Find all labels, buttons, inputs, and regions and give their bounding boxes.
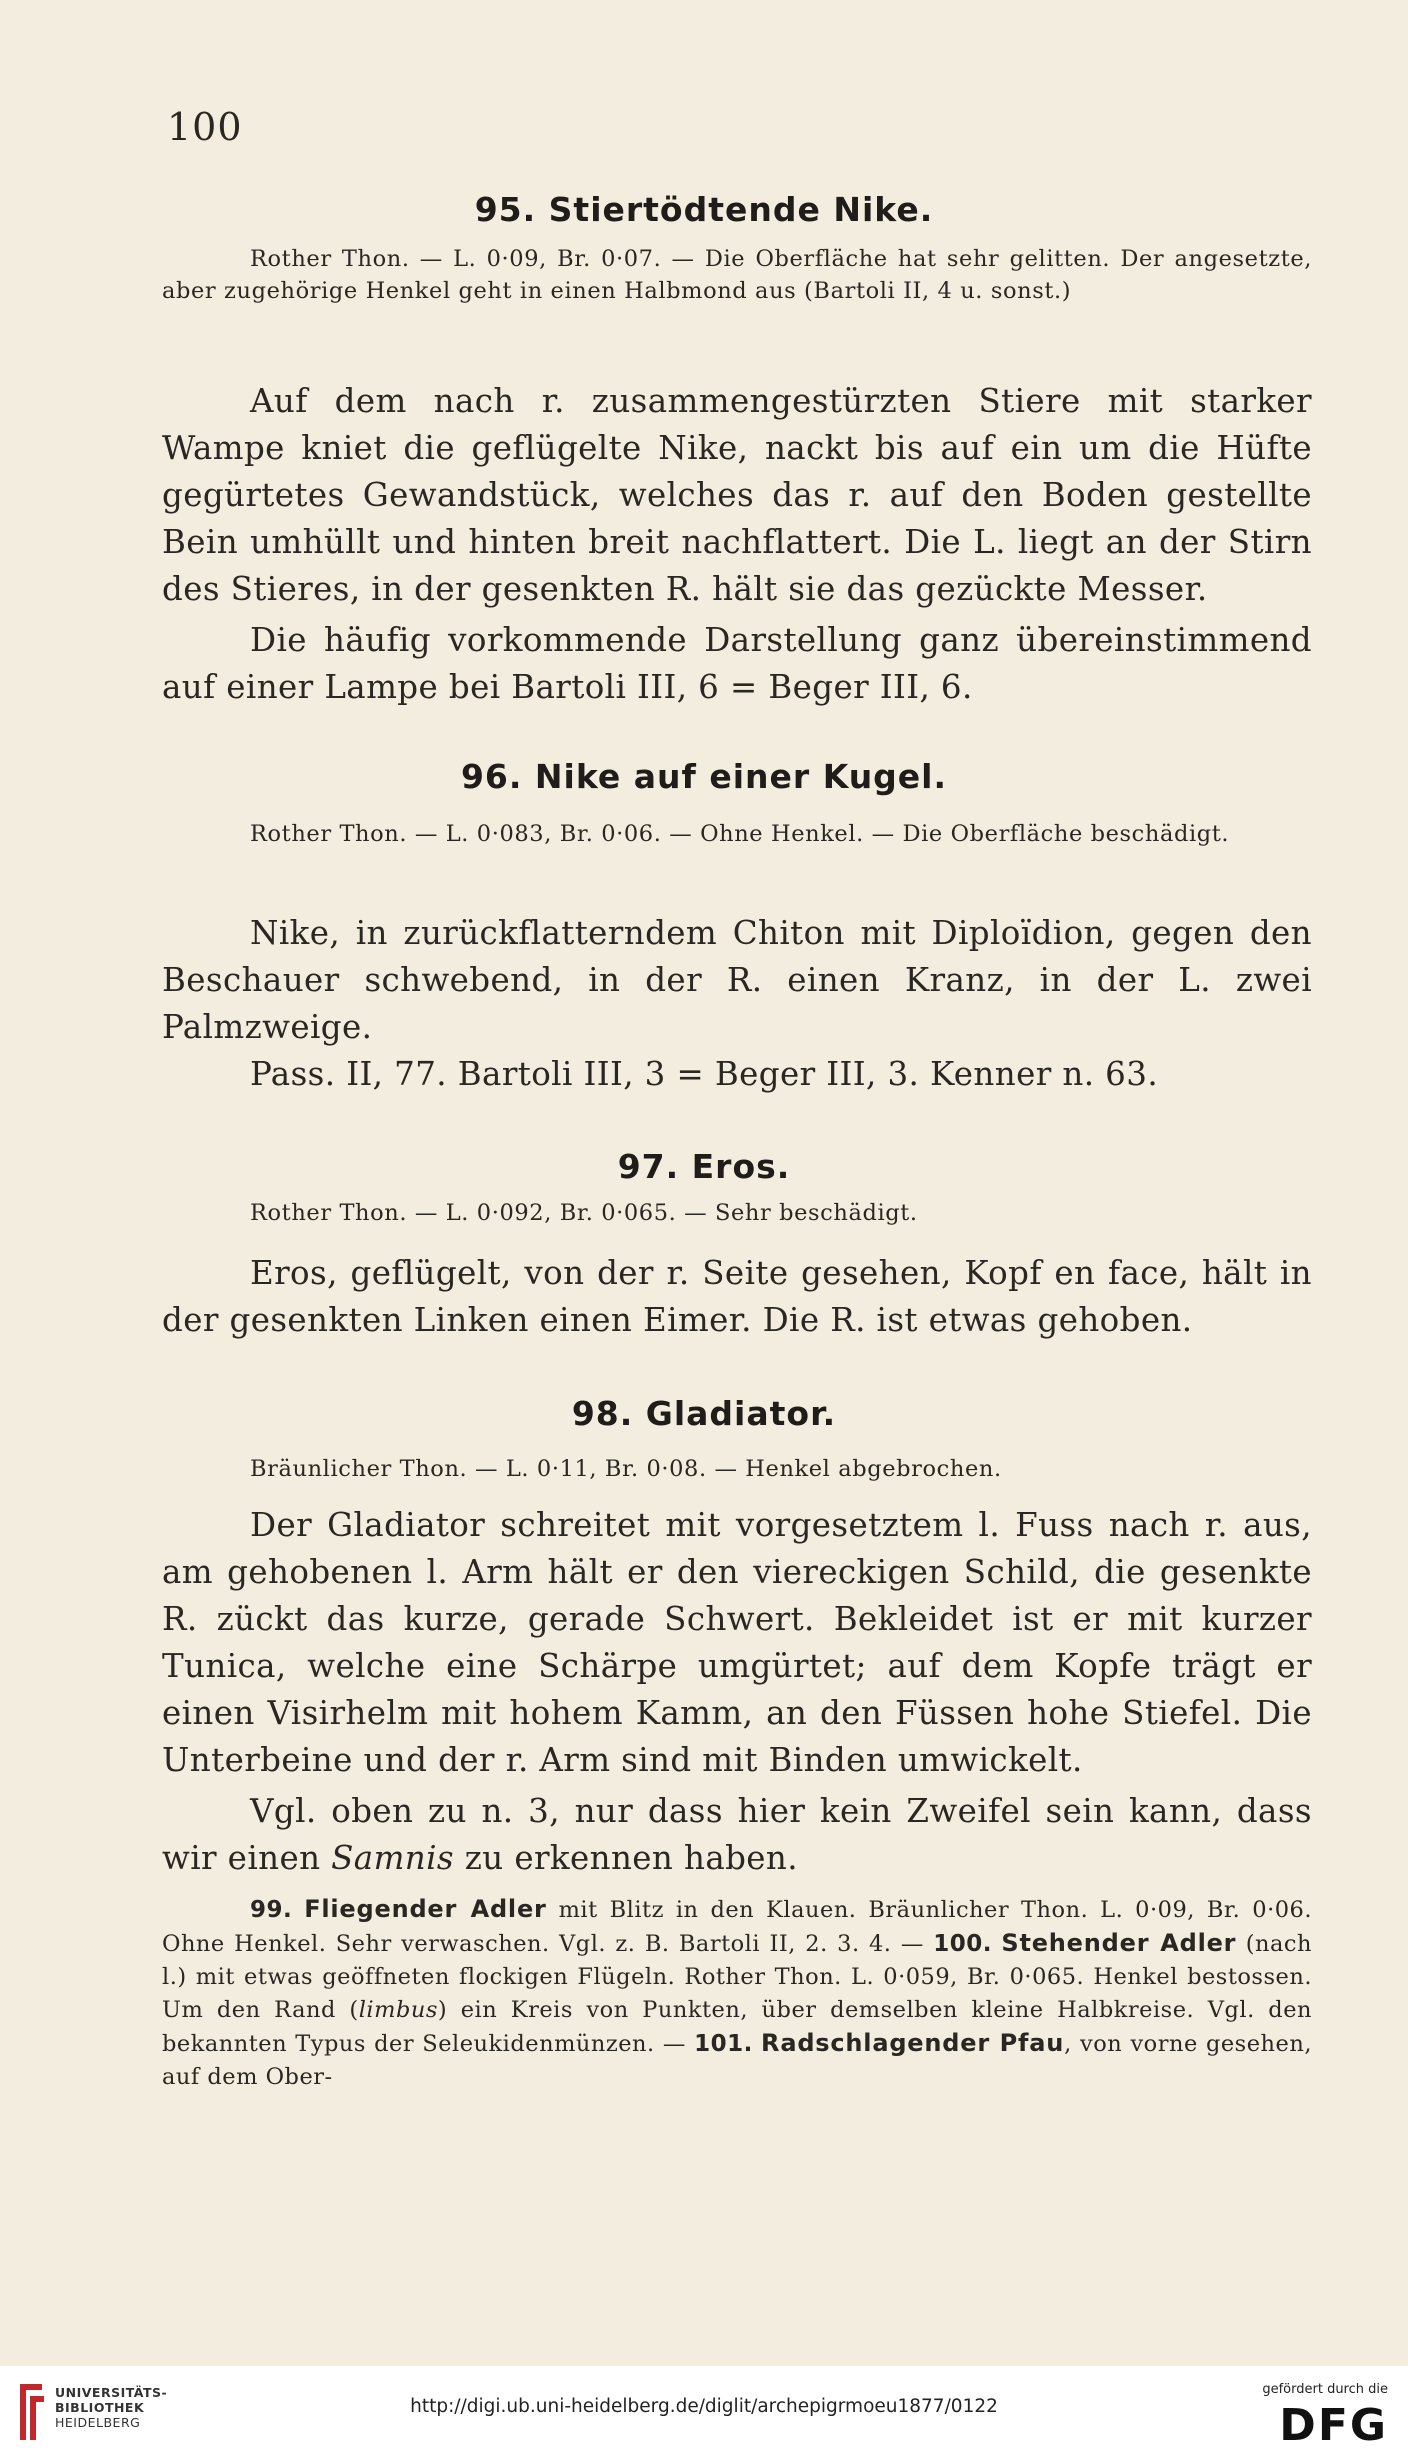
entry-95-meta-text: Rother Thon. — L. 0·09, Br. 0·07. — Die Oberfläche hat sehr gelitten. Der angesetzte, aber zugehörige Henkel geht in einen Halbmond aus (Bartoli II, 4 u. sonst.): [162, 246, 1312, 304]
entry-97-body: [162, 1250, 1312, 1344]
entry-101-text: , von vorne gesehen, auf dem Ober-: [162, 2031, 1312, 2090]
entry-97-heading: 97. Eros.: [617, 1147, 791, 1186]
entry-98-meta-text: Bräunlicher Thon. — L. 0·11, Br. 0·08. — Henkel abgebrochen.: [250, 1456, 1002, 1482]
entry-98-paragraph-1: Der Gladiator schreitet mit vorgesetztem l. Fuss nach r. aus, am gehobenen l. Arm hält er den viereckigen Schild, die gesenkte R. zückt das kurze, gerade Schwert. Bekleidet ist er mit kurzer Tunica, welche eine Schärpe umgürtet; auf dem Kopfe trägt er einen Visirhelm mit hohem Kamm, an den Füssen hohe Stiefel. Die Unterbeine und der r. Arm sind mit Binden umwickelt.: [162, 1506, 1312, 1779]
entry-96-meta-text: Rother Thon. — L. 0·083, Br. 0·06. — Ohne Henkel. — Die Oberfläche beschädigt.: [250, 821, 1230, 847]
library-name-line-1: UNIVERSITÄTS-: [55, 2385, 168, 2400]
entry-96-body: [162, 910, 1312, 1098]
entry-95-paragraph-2: Die häufig vorkommende Darstellung ganz übereinstimmend auf einer Lampe bei Bartoli III, 6 = Beger III, 6.: [162, 621, 1312, 706]
entry-98-final-text-b: zu erkennen haben.: [454, 1839, 798, 1877]
entries-99-101: [162, 1893, 1312, 2094]
library-name-line-3: HEIDELBERG: [55, 2415, 141, 2430]
entry-99-number: 99.: [250, 1897, 293, 1923]
dfg-logo: DFG: [1279, 2400, 1388, 2451]
entry-97-meta: [162, 1197, 1312, 1229]
entry-101-number: 101.: [694, 2031, 753, 2057]
entry-100-number: 100.: [933, 1931, 992, 1957]
entry-98-body: [162, 1502, 1312, 1882]
entry-98-meta: [162, 1453, 1312, 1485]
entry-95-heading: 95. Stiertödtende Nike.: [474, 190, 934, 229]
entry-96-paragraph-2: Pass. II, 77. Bartoli III, 3 = Beger III, 3. Kenner n. 63.: [250, 1055, 1159, 1093]
small-entries-paragraph: [162, 1893, 1312, 2094]
entry-95-body: [162, 378, 1312, 711]
funding-note: gefördert durch die: [1262, 2382, 1388, 2397]
entry-97-paragraph-1: Eros, geflügelt, von der r. Seite gesehen, Kopf en face, hält in der gesenkten Linken einen Eimer. Die R. ist etwas gehoben.: [162, 1254, 1312, 1339]
entry-96-heading: 96. Nike auf einer Kugel.: [460, 757, 948, 796]
entry-100-text-b: ) ein Kreis von Punkten, über demselben kleine Halbkreise. Vgl. den bekannten Typus der Seleukidenmünzen. —: [162, 1997, 1313, 2057]
entry-100-text-a: (nach l.) mit etwas geöffneten flockigen Flügeln. Rother Thon. L. 0·059, Br. 0·065. Henkel bestossen. Um den Rand (: [162, 1931, 1312, 2023]
entry-98-heading: 98. Gladiator.: [571, 1394, 837, 1433]
entry-96-meta: [162, 818, 1312, 850]
entry-100-italic: limbus: [358, 1997, 438, 2023]
entry-100-title: Stehender Adler: [1001, 1929, 1237, 1957]
entry-101-title: Radschlagender Pfau: [761, 2029, 1065, 2057]
entry-96-paragraph-1: Nike, in zurückflatterndem Chiton mit Diploïdion, gegen den Beschauer schwebend, in der R. einen Kranz, in der L. zwei Palmzweige.: [162, 914, 1312, 1046]
entry-98-paragraph-2: [162, 1788, 1312, 1882]
entry-98-final-text-a: Vgl. oben zu n. 3, nur dass hier kein Zweifel sein kann, dass wir einen: [162, 1792, 1312, 1877]
entry-99-title: Fliegender Adler: [304, 1895, 547, 1923]
page-number: 100: [167, 105, 243, 149]
entry-99-text: mit Blitz in den Klauen. Bräunlicher Thon. L. 0·09, Br. 0·06. Ohne Henkel. Sehr verwaschen. Vgl. z. B. Bartoli II, 2. 3. 4. —: [162, 1897, 1312, 1957]
library-name-line-2: BIBLIOTHEK: [55, 2400, 145, 2415]
entry-95-meta: [162, 243, 1312, 307]
entry-97-meta-text: Rother Thon. — L. 0·092, Br. 0·065. — Sehr beschädigt.: [250, 1200, 918, 1226]
entry-95-paragraph-1: Auf dem nach r. zusammengestürzten Stiere mit starker Wampe kniet die geflügelte Nike, nackt bis auf ein um die Hüfte gegürtetes Gewandstück, welches das r. auf den Boden gestellte Bein umhüllt und hinten breit nachflattert. Die L. liegt an der Stirn des Stieres, in der gesenkten R. hält sie das gezückte Messer.: [162, 382, 1312, 608]
permalink[interactable]: http://digi.ub.uni-heidelberg.de/diglit/archepigrmoeu1877/0122: [410, 2396, 998, 2417]
entry-98-final-italic: Samnis: [331, 1839, 455, 1877]
